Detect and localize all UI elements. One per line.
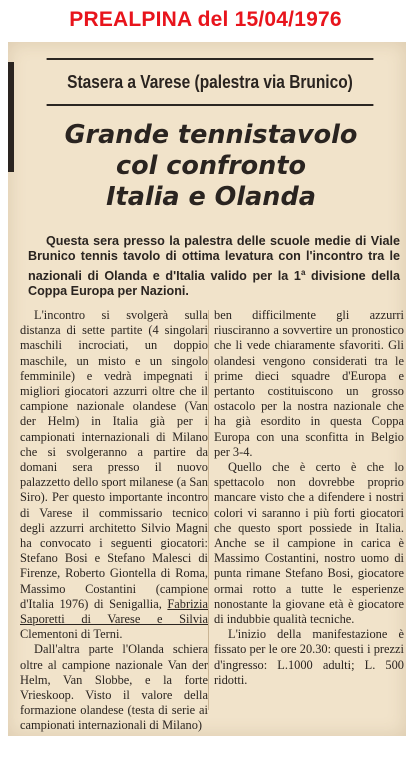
underlined-names: Fabrizia Saporetti di Varese e Silvia	[20, 596, 208, 627]
article-column-right	[214, 308, 404, 688]
lede-text-end: divisione della Coppa Europa per Nazioni.	[28, 269, 400, 299]
headline-line-3: Italia e Olanda	[106, 182, 316, 212]
left-paragraph-1	[20, 308, 208, 642]
newspaper-source-caption: PREALPINA del 15/04/1976	[69, 8, 342, 31]
lede-superscript: a	[300, 267, 306, 277]
left-paragraph-1-end: Clementoni di Terni.	[20, 627, 123, 642]
right-paragraph-1: ben difficilmente gli azzurri riusciranno a sovvertire un pronostico che li vede chiaramente sfavoriti. Gli olandesi vengono considerati tra le prime dieci squadre d'Europa e pertanto costituiscono un grosso ostacolo per la nostra nazionale che ha già esordito in questa Coppa Europa con una sconfitta in Belgio per 3-4.	[214, 308, 404, 459]
right-paragraph-3: L'inizio della manifestazione è fissato per le ore 20.30: questi i prezzi d'ingresso: L.1000 adulti; L. 500 ridotti.	[214, 627, 404, 687]
article-column-left	[20, 308, 208, 734]
article-kicker: Stasera a Varese (palestra via Brunico)	[47, 58, 374, 106]
margin-bar	[8, 62, 14, 172]
article-headline	[28, 120, 394, 213]
article-lede	[28, 234, 400, 300]
lede-text-start: Questa sera presso la palestra delle scuole medie di Viale Brunico tennis tavolo di ottima levatura con l'incontro tra le nazionali di Olanda e d'Italia valido per la 1	[28, 234, 400, 283]
newspaper-clipping	[8, 42, 406, 736]
right-paragraph-2: Quello che è certo è che lo spettacolo non dovrebbe proprio mancare visto che a difendere i nostri colori vi saranno i più forti giocatori che questo sport possiede in Italia. Anche se il campione in carica è Massimo Costantini, nostro uomo di punta rimane Stefano Bosi, giocatore ormai rotto a tutte le esperienze nonostante la giovane età è giocatore di indubbie qualità tecniche.	[214, 460, 404, 627]
left-paragraph-1-text: L'incontro si svolgerà sulla distanza di sette partite (4 singolari maschili incrociati, un doppio maschile, un misto e un singolo femminile) e vedrà impegnati i migliori giocatori azzurri oltre che il campione nazionale olandese (Van der Helm) in Italia già per i campionati internazionali di Milano che si svolgeranno a partire da domani sera presso il nuovo palazzetto dello sport milanese (a San Siro). Per questo importante incontro di Varese il commissario tecnico degli azzurri architetto Silvio Magni ha convocato i seguenti giocatori: Stefano Bosi e Stefano Malesci di Firenze, Roberto Giontella di Roma, Massimo Costantini (campione d'Italia 1976) di Senigallia,	[20, 308, 208, 611]
headline-line-1: Grande tennistavolo	[64, 120, 358, 150]
headline-line-2: col confronto	[115, 151, 307, 181]
left-paragraph-2: Dall'altra parte l'Olanda schiera oltre al campione nazionale Van der Helm, Van Slobbe, e la forte Vrieskoop. Visto il valore della formazione olandese (testa di serie ai campionati internazionali di Milano)	[20, 642, 208, 733]
column-divider	[208, 310, 209, 710]
